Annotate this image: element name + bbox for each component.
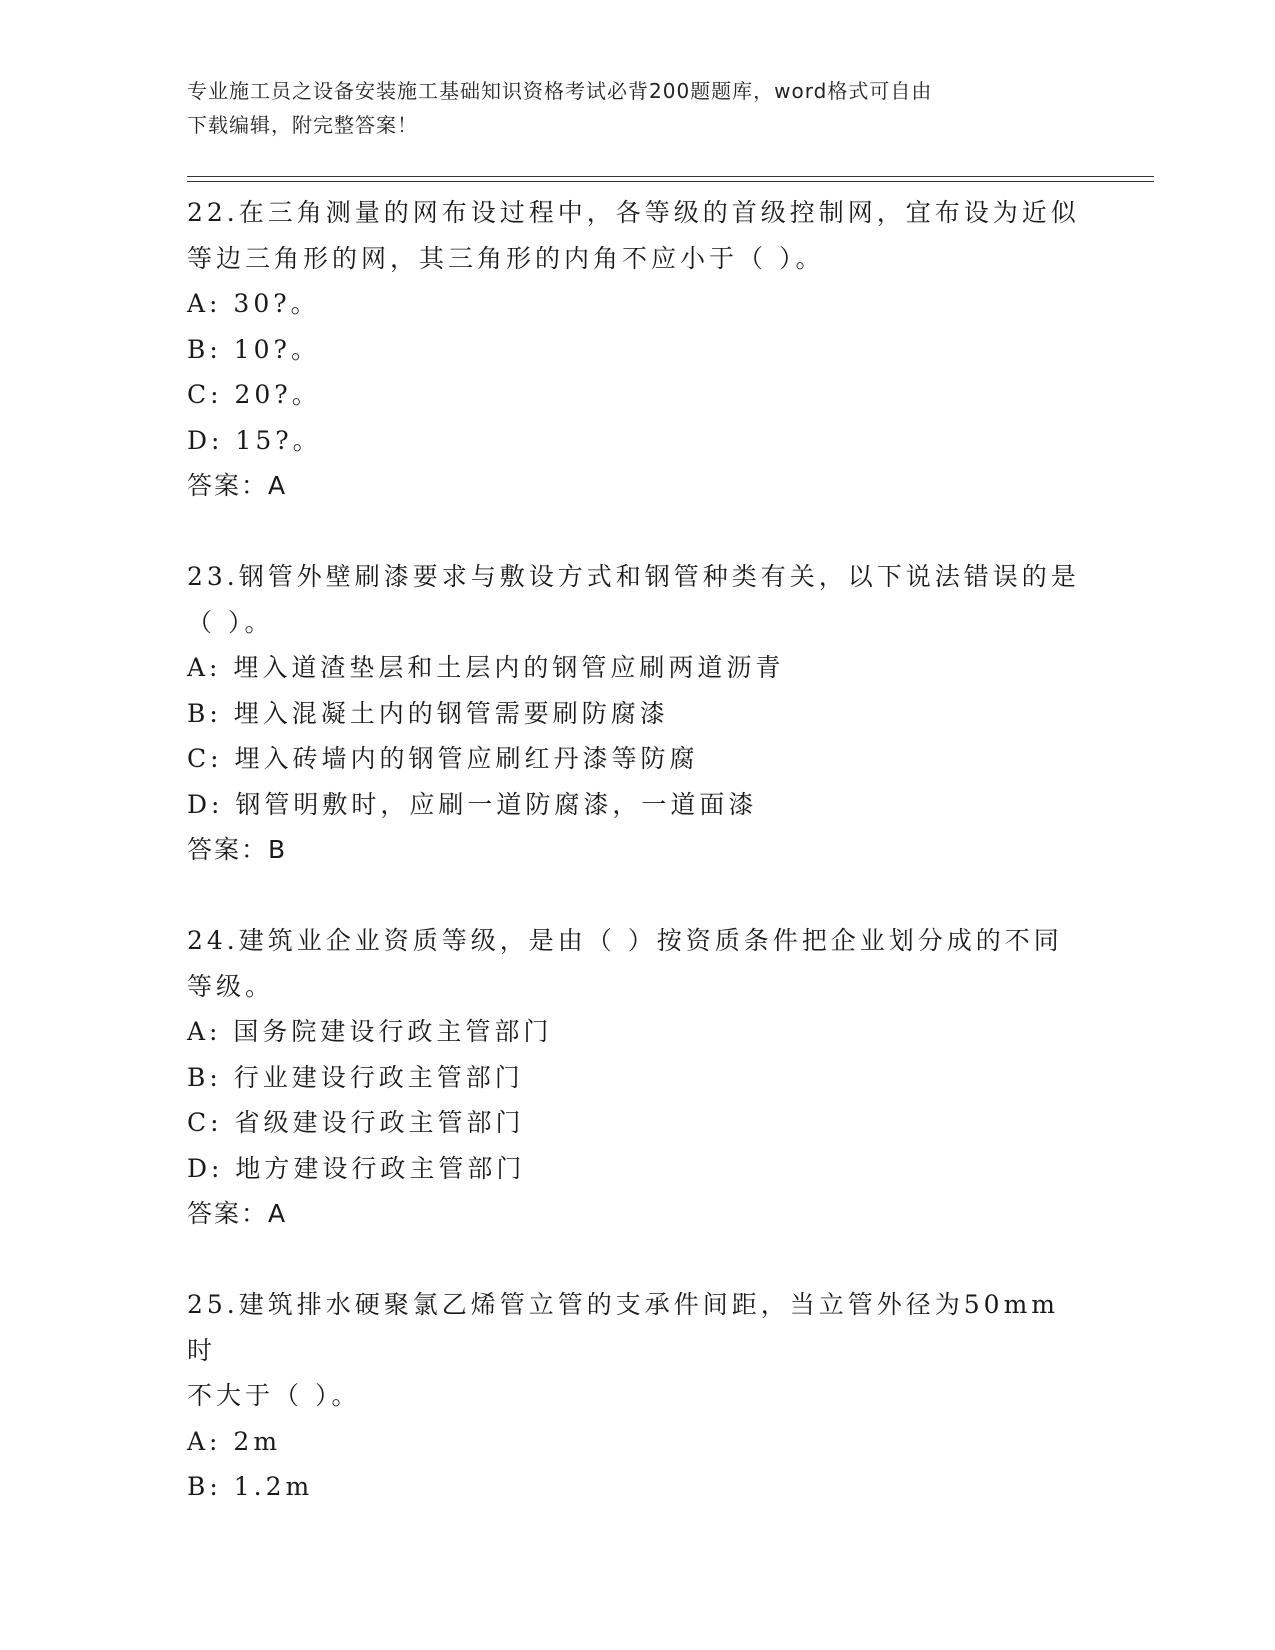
answer: 答案：B xyxy=(187,835,288,864)
option-d: D: 钢管明敷时，应刷一道防腐漆，一道面漆 xyxy=(187,789,758,819)
header-line-2: 下载编辑，附完整答案！ xyxy=(187,113,418,137)
question-stem: 22.在三角测量的网布设过程中，各等级的首级控制网，宜布设为近似 xyxy=(187,198,1080,227)
question-stem: （ ）。 xyxy=(187,607,274,637)
question-23 xyxy=(187,554,1087,873)
question-stem: 24.建筑业企业资质等级，是由（ ）按资质条件把企业划分成的不同 xyxy=(187,926,1063,955)
answer: 答案：A xyxy=(187,1199,288,1228)
question-stem: 等级。 xyxy=(187,971,275,1001)
option-a: A: 国务院建设行政主管部门 xyxy=(187,1017,553,1046)
option-c: C: 埋入砖墙内的钢管应刷红丹漆等防腐 xyxy=(187,744,699,773)
header-divider-bottom xyxy=(187,181,1154,182)
option-b: B: 埋入混凝土内的钢管需要刷防腐漆 xyxy=(187,698,669,728)
answer: 答案：A xyxy=(187,471,288,500)
question-stem: 等边三角形的网，其三角形的内角不应小于（ ）。 xyxy=(187,243,825,273)
question-stem: 23.钢管外壁刷漆要求与敷设方式和钢管种类有关，以下说法错误的是 xyxy=(187,562,1080,591)
option-b: B: 行业建设行政主管部门 xyxy=(187,1062,524,1092)
option-a: A: 2m xyxy=(187,1426,282,1456)
document-header xyxy=(187,74,1067,142)
question-25 xyxy=(187,1282,1087,1510)
header-divider-top xyxy=(187,176,1154,177)
option-b: B: 10?。 xyxy=(187,334,320,364)
question-stem: 不大于（ ）。 xyxy=(187,1381,361,1410)
option-d: D: 地方建设行政主管部门 xyxy=(187,1153,526,1183)
question-stem: 25.建筑排水硬聚氯乙烯管立管的支承件间距，当立管外径为50mm时 xyxy=(187,1290,1059,1365)
option-a: A: 埋入道渣垫层和土层内的钢管应刷两道沥青 xyxy=(187,653,785,682)
option-d: D: 15?。 xyxy=(187,425,322,455)
header-line-1: 专业施工员之设备安装施工基础知识资格考试必背200题题库，word格式可自由 xyxy=(187,79,933,103)
option-b: B: 1.2m xyxy=(187,1472,314,1501)
question-22 xyxy=(187,190,1087,509)
option-c: C: 省级建设行政主管部门 xyxy=(187,1108,525,1137)
option-a: A: 30?。 xyxy=(187,289,320,318)
question-24 xyxy=(187,918,1087,1237)
question-list xyxy=(187,190,1087,1510)
option-c: C: 20?。 xyxy=(187,380,321,409)
